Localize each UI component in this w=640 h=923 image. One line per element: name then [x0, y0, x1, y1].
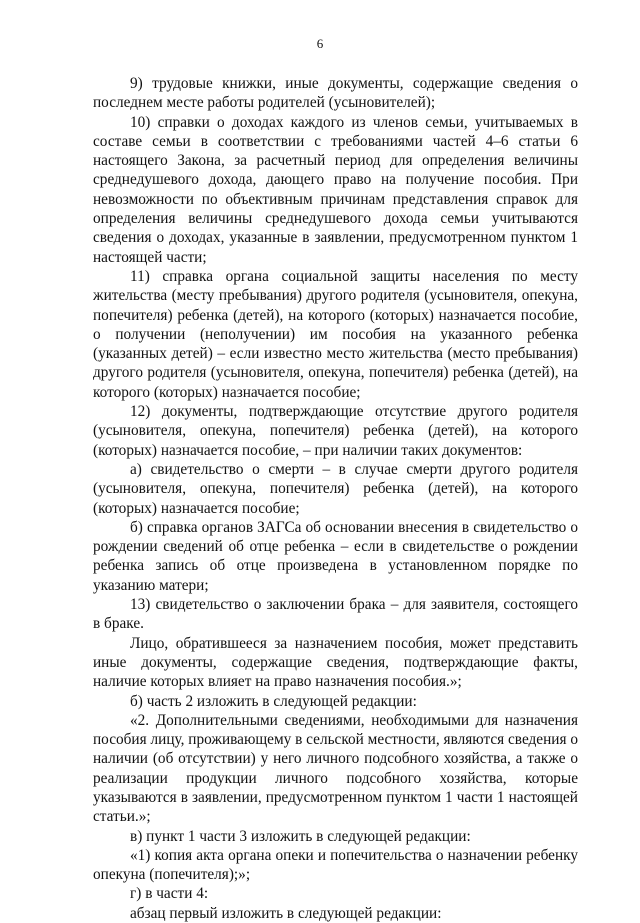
paragraph-item-10: 10) справки о доходах каждого из членов семьи, учитываемых в составе семьи в соответствии с требованиями частей 4–6 статьи 6 настоящего Закона, за расчетный период для определения величины среднедушевого дохода, дающего право на получение пособия. При невозможности по объективным причинам представления справок для определения величины среднедушевого дохода семьи учитываются сведения о доходах, указанные в заявлении, предусмотренном пунктом 1 настоящей части; [93, 113, 578, 266]
paragraph-part-3-item-1: «1) копия акта органа опеки и попечительства о назначении ребенку опекуна (попечителя);»; [93, 846, 578, 884]
paragraph-item-11: 11) справка органа социальной защиты населения по месту жительства (месту пребывания) другого родителя (усыновителя, опекуна, попечителя) ребенка (детей), на которого (которых) назначается пособие, о получении (неполучении) им пособия на указанного ребенка (указанных детей) – если известно место жительства (место пребывания) другого родителя (усыновителя, опекуна, попечителя) ребенка (детей), на которого (которых) назначается пособие; [93, 267, 578, 401]
paragraph-other-documents: Лицо, обратившееся за назначением пособия, может представить иные документы, содержащие сведения, подтверждающие факты, наличие которых влияет на право назначения пособия.»; [93, 634, 578, 691]
paragraph-item-13: 13) свидетельство о заключении брака – для заявителя, состоящего в браке. [93, 596, 578, 633]
page-number: 6 [316, 36, 324, 51]
paragraph-item-12: 12) документы, подтверждающие отсутствие другого родителя (усыновителя, опекуна, попечителя) ребенка (детей), на которого (которых) назначается пособие, – при наличии таких документов: [93, 403, 578, 459]
paragraph-amendment-v: в) пункт 1 части 3 изложить в следующей редакции: [130, 827, 471, 845]
paragraph-amendment-g: г) в части 4: [130, 885, 209, 903]
paragraph-item-9: 9) трудовые книжки, иные документы, содержащие сведения о последнем месте работы родителей (усыновителей); [93, 75, 578, 112]
paragraph-item-12b: б) справка органов ЗАГСа об основании внесения в свидетельство о рождении сведений об отце ребенка – если в свидетельстве о рождении ребенка запись об отце произведена в установленном порядке по указанию матери; [93, 518, 578, 594]
paragraph-amendment-b: б) часть 2 изложить в следующей редакции: [130, 692, 417, 710]
paragraph-abzac-first: абзац первый изложить в следующей редакции: [130, 904, 442, 922]
paragraph-part-2-text: «2. Дополнительными сведениями, необходимыми для назначения пособия лицу, проживающему в сельской местности, являются сведения о наличии (об отсутствии) у него личного подсобного хозяйства, а также о реализации продукции личного подсобного хозяйства, которые указываются в заявлении, предусмотренном пунктом 1 части 1 настоящей статьи.»; [93, 711, 578, 826]
paragraph-item-12a: а) свидетельство о смерти – в случае смерти другого родителя (усыновителя, опекуна, попечителя) ребенка (детей), на которого (которых) назначается пособие; [93, 460, 578, 517]
document-body [93, 74, 578, 923]
